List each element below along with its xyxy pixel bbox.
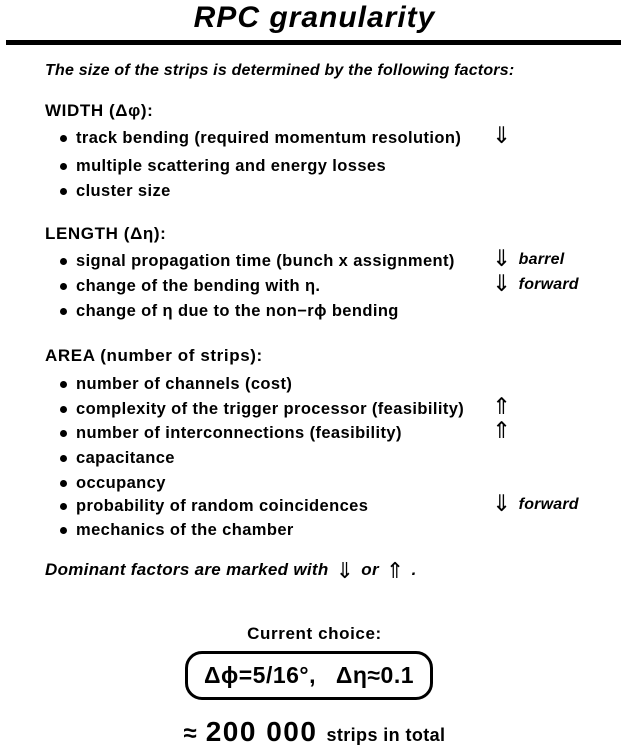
bullet-text: signal propagation time (bunch x assignment) [76,252,455,270]
section-heading-length: LENGTH (Δη): [45,224,167,243]
bullet-icon [60,455,67,462]
bullet-icon [60,480,67,487]
bullet-icon [60,135,67,142]
list-item [0,157,629,176]
double-down-arrow-icon: ⇓ [335,559,355,584]
list-item [0,449,629,468]
bullet-text: change of η due to the non−rϕ bending [76,302,399,320]
bullet-text: number of channels (cost) [76,375,293,393]
bullet-text: number of interconnections (feasibility) [76,424,402,442]
intro-text: The size of the strips is determined by the following factors: [45,62,515,79]
bullet-icon [60,381,67,388]
bullet-text: occupancy [76,474,166,492]
double-down-arrow-icon: ⇓ [492,491,512,517]
dominant-factors-note [45,560,417,583]
list-item [0,394,629,420]
dominant-text: Dominant factors are marked with [45,560,329,579]
bullet-icon [60,406,67,413]
annotation [492,125,512,148]
dominant-text: or [361,560,379,579]
bullet-icon [60,527,67,534]
bullet-icon [60,188,67,195]
total-strips-suffix: strips in total [326,725,446,745]
annotation [492,420,512,443]
bullet-text: track bending (required momentum resolution) [76,129,462,147]
list-item [0,271,629,297]
page-title: RPC granularity [193,1,436,34]
bullet-text: change of the bending with η. [76,277,321,295]
annotation [492,396,512,419]
current-choice-box [185,651,433,700]
bullet-text: probability of random coincidences [76,497,369,515]
bullet-icon [60,430,67,437]
bullet-text: capacitance [76,449,175,467]
total-strips-line [0,716,629,748]
double-down-arrow-icon: ⇓ [492,271,512,297]
list-item [0,302,629,321]
title-divider [6,40,621,45]
annotation [492,493,579,516]
annotation [492,248,564,271]
list-item [0,491,629,517]
double-up-arrow-icon: ⇑ [492,418,512,444]
bullet-icon [60,308,67,315]
bullet-icon [60,163,67,170]
double-down-arrow-icon: ⇓ [492,123,512,149]
list-item [0,123,629,149]
list-item [0,375,629,394]
annotation [492,273,579,296]
approx-symbol: ≈ [183,720,197,747]
list-item [0,521,629,540]
current-choice-label: Current choice: [247,624,382,643]
bullet-icon [60,503,67,510]
list-item [0,246,629,272]
bullet-text: cluster size [76,182,171,200]
choice-formula: Δϕ=5/16°, Δη≈0.1 [203,662,415,688]
double-up-arrow-icon: ⇑ [492,394,512,420]
annotation-note: barrel [518,250,565,268]
double-up-arrow-icon: ⇑ [385,559,405,584]
list-item [0,418,629,444]
total-strips-number: 200 000 [205,716,318,747]
bullet-icon [60,283,67,290]
bullet-text: multiple scattering and energy losses [76,157,387,175]
list-item [0,182,629,201]
bullet-text: mechanics of the chamber [76,521,294,539]
dominant-period: . [411,560,417,579]
section-heading-area: AREA (number of strips): [45,346,263,365]
list-item [0,474,629,493]
section-heading-width: WIDTH (Δφ): [45,101,154,120]
bullet-text: complexity of the trigger processor (feasibility) [76,400,465,418]
bullet-icon [60,258,67,265]
annotation-note: forward [518,495,579,513]
double-down-arrow-icon: ⇓ [492,246,512,272]
annotation-note: forward [518,275,579,293]
